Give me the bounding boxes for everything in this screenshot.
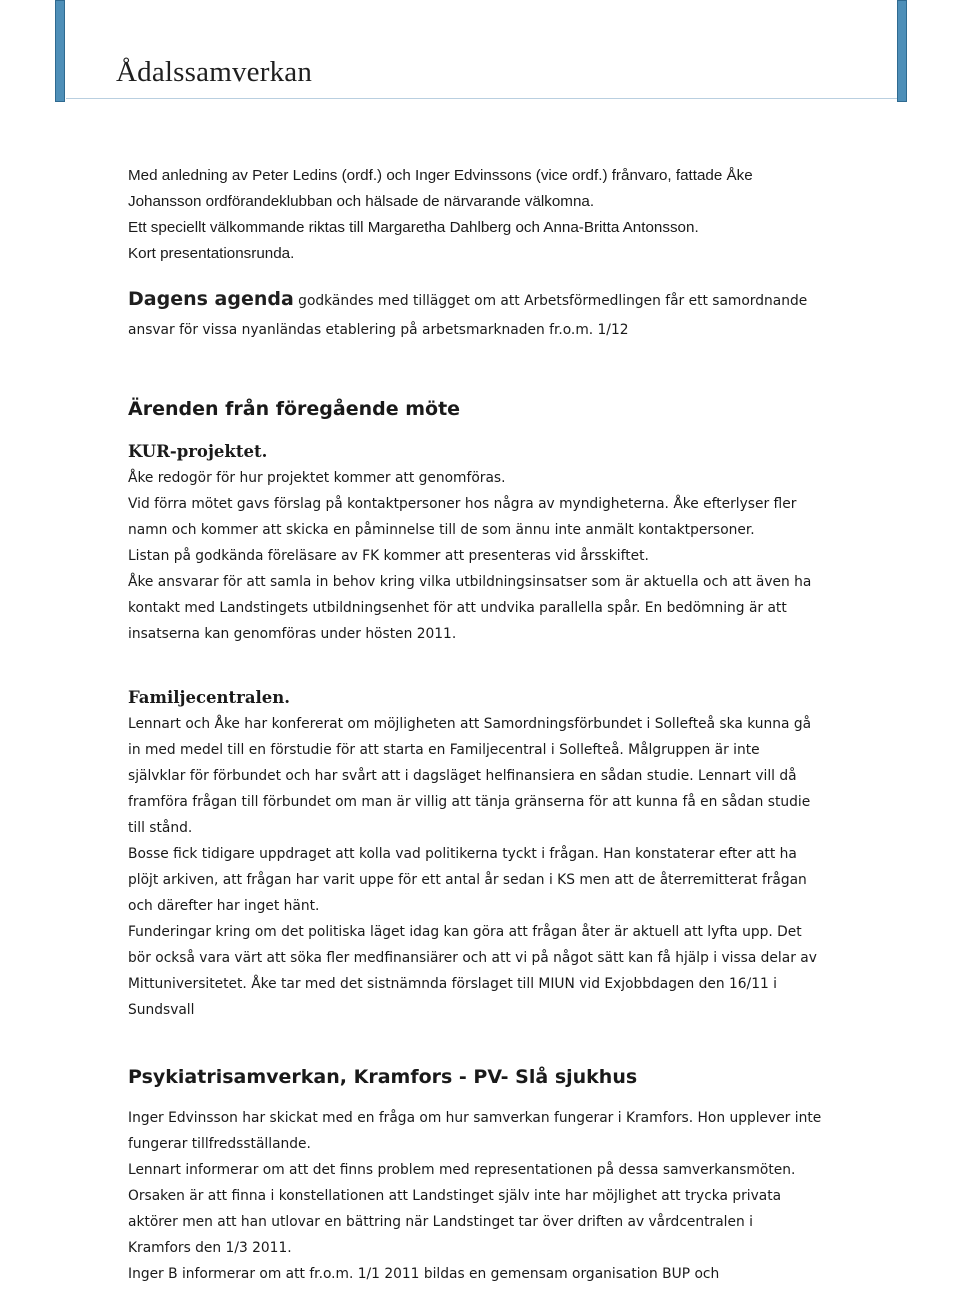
right-header-bar (897, 0, 907, 102)
familj-line: till stånd. (128, 820, 193, 836)
previous-meeting-heading: Ärenden från föregående möte (128, 398, 461, 420)
kur-line: Åke ansvarar för att samla in behov kring vilka utbildningsinsatser som är aktuella och att även ha (128, 574, 812, 590)
left-header-bar (55, 0, 65, 102)
familj-line: Mittuniversitetet. Åke tar med det sistnämnda förslaget till MIUN vid Exjobbdagen den 16/11 i (128, 976, 777, 992)
familj-line: in med medel till en förstudie för att starta en Familjecentral i Sollefteå. Målgruppen är inte (128, 742, 760, 758)
psyk-line: Kramfors den 1/3 2011. (128, 1240, 292, 1256)
psykiatri-paragraph (128, 1105, 848, 1287)
familj-line: bör också vara värt att söka fler medfinansiärer och att vi på något sätt kan få hjälp i vissa delar av (128, 950, 817, 966)
agenda-label: Dagens agenda (128, 288, 294, 310)
familj-line: Funderingar kring om det politiska läget idag kan göra att frågan åter är aktuell att lyfta upp. Det (128, 924, 802, 940)
intro-line: Med anledning av Peter Ledins (ordf.) och Inger Edvinssons (vice ordf.) frånvaro, fattade Åke (128, 167, 753, 184)
agenda-line (128, 285, 848, 316)
familj-line: Bosse fick tidigare uppdraget att kolla vad politikerna tyckt i frågan. Han konstaterar efter att ha (128, 846, 797, 862)
intro-line: Kort presentationsrunda. (128, 245, 295, 262)
kur-line: namn och kommer att skicka en påminnelse till de som ännu inte anmält kontaktpersoner. (128, 522, 755, 538)
document-body (128, 163, 848, 1287)
document-title: Ådalssamverkan (116, 56, 313, 88)
psyk-line: Lennart informerar om att det finns problem med representationen på dessa samverkansmöten. (128, 1162, 796, 1178)
familjecentralen-heading: Familjecentralen. (128, 688, 291, 707)
familj-line: och därefter har inget hänt. (128, 898, 320, 914)
kur-line: Åke redogör för hur projektet kommer att genomföras. (128, 470, 506, 486)
kur-line: Vid förra mötet gavs förslag på kontaktpersoner hos några av myndigheterna. Åke efterlyser fler (128, 496, 797, 512)
agenda-line: ansvar för vissa nyanländas etablering på arbetsmarknaden fr.o.m. 1/12 (128, 322, 629, 338)
intro-line: Johansson ordförandeklubban och hälsade de närvarande välkomna. (128, 193, 595, 210)
kur-line: kontakt med Landstingets utbildningsenhet för att undvika parallella spår. En bedömning är att (128, 600, 787, 616)
familj-line: självklar för förbundet och har svårt att i dagsläget helfinansiera en sådan studie. Lennart vill då (128, 768, 797, 784)
intro-paragraph (128, 163, 848, 267)
psyk-line: aktörer men att han utlovar en bättring när Landstinget tar över driften av vårdcentralen i (128, 1214, 753, 1230)
kur-heading: KUR-projektet. (128, 442, 268, 461)
familjecentralen-paragraph (128, 711, 848, 1023)
familj-line: Lennart och Åke har konfererat om möjligheten att Samordningsförbundet i Sollefteå ska kunna gå (128, 716, 812, 732)
kur-line: Listan på godkända föreläsare av FK kommer att presenteras vid årsskiftet. (128, 548, 649, 564)
familj-line: framföra frågan till förbundet om man är villig att tänja gränserna för att kunna få en sådan studie (128, 794, 811, 810)
familj-line: plöjt arkiven, att frågan har varit uppe för ett antal år sedan i KS men att de återremitterat frågan (128, 872, 807, 888)
intro-line: Ett speciellt välkommande riktas till Margaretha Dahlberg och Anna-Britta Antonsson. (128, 219, 699, 236)
familj-line: Sundsvall (128, 1002, 195, 1018)
psyk-line: Orsaken är att finna i konstellationen att Landstinget själv inte har möjlighet att trycka privata (128, 1188, 782, 1204)
psyk-line: Inger B informerar om att fr.o.m. 1/1 2011 bildas en gemensam organisation BUP och (128, 1266, 720, 1282)
psyk-line: fungerar tillfredsställande. (128, 1136, 311, 1152)
agenda-text: godkändes med tillägget om att Arbetsförmedlingen får ett samordnande (293, 293, 808, 309)
kur-paragraph (128, 465, 848, 647)
psykiatri-heading: Psykiatrisamverkan, Kramfors - PV- Slå sjukhus (128, 1066, 638, 1088)
kur-line: insatserna kan genomföras under hösten 2011. (128, 626, 457, 642)
title-rule (66, 98, 897, 99)
agenda-paragraph (128, 285, 848, 345)
psyk-line: Inger Edvinsson har skickat med en fråga om hur samverkan fungerar i Kramfors. Hon upplever inte (128, 1110, 822, 1126)
